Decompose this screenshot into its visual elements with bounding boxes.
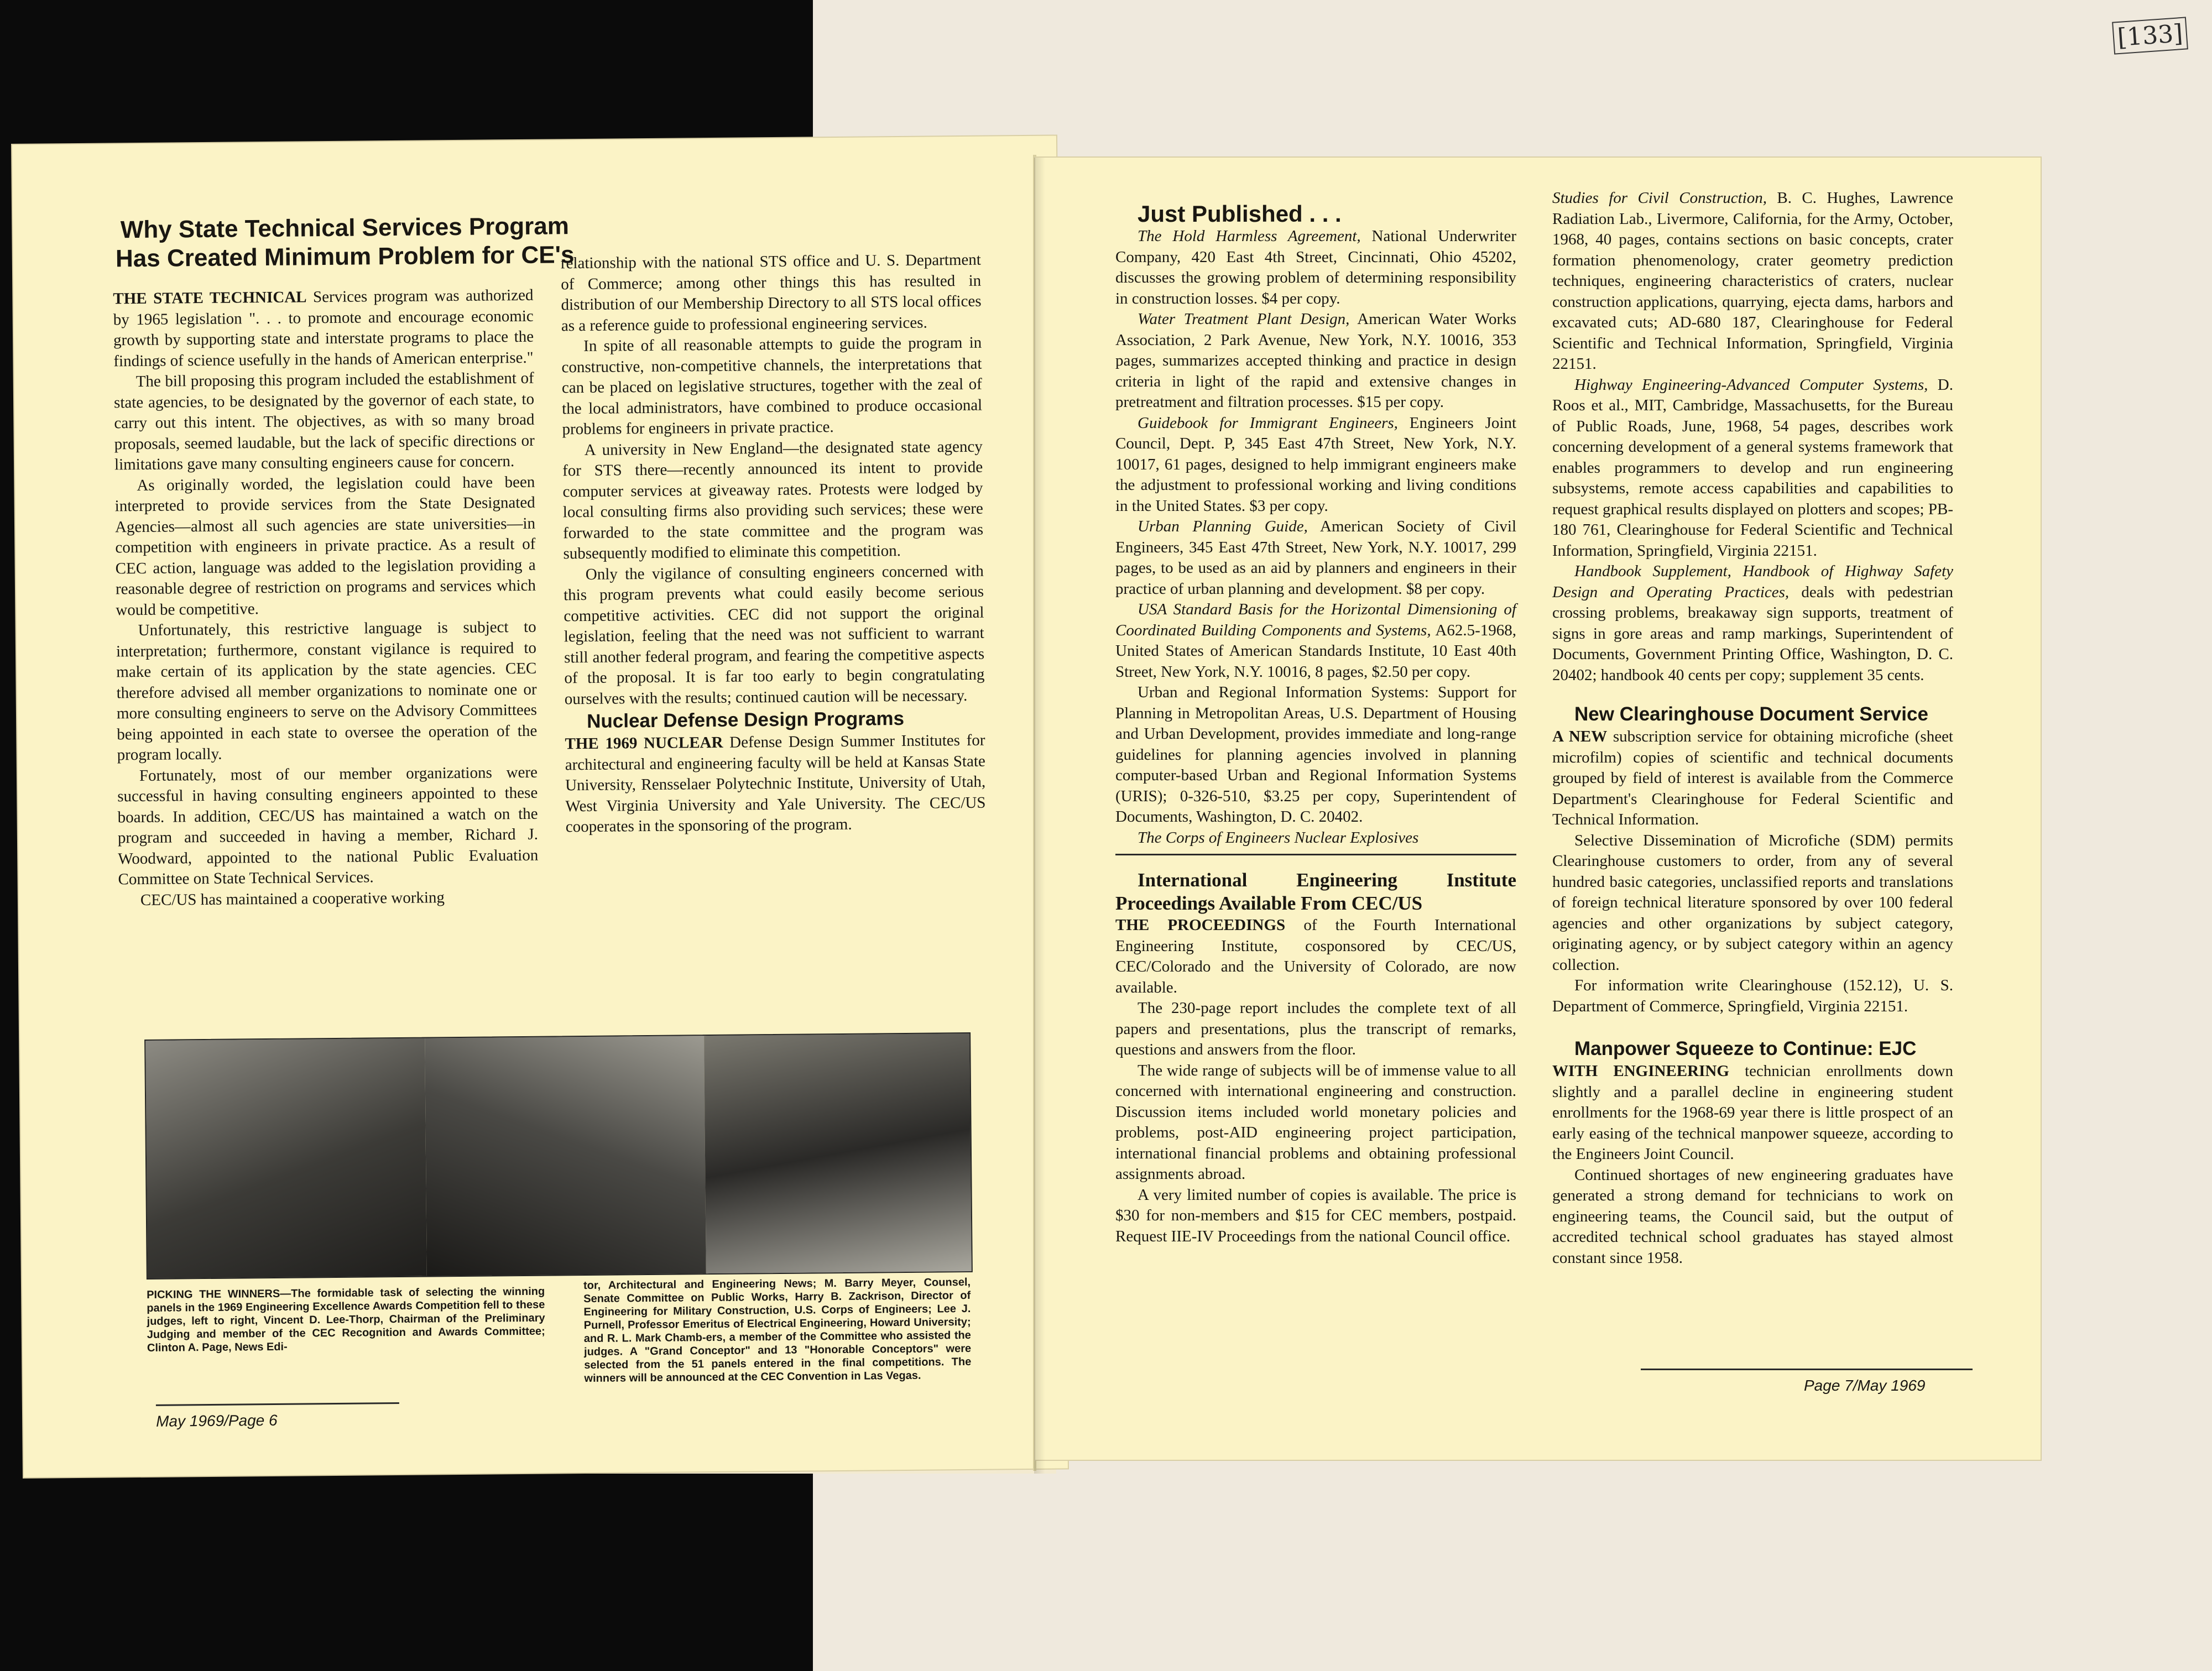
paragraph: The wide range of subjects will be of immense value to all concerned with international engineering and construction. Discussion items included world monetary policies and problems, post-AID engineering project participation, international financial problems and obtaining professional assignments abroad. <box>1115 1061 1516 1183</box>
paragraph: As originally worded, the legislation could have been interpreted to provide services from the State Designated Agencies—almost all such agencies are state universities—in competition with engineers in private practice. As a result of CEC action, language was added to the legislation providing a reasonable degree of restriction on programs and services which would be competitive. <box>114 473 536 619</box>
paragraph: The bill proposing this program included the establishment of state agencies, to be designated by the governor of each state, to carry out this intent. The objectives, as with so many broad proposals, seemed laudable, but the lack of specific directions or limitations gave many consulting engineers cause for concern. <box>113 369 535 474</box>
paragraph: In spite of all reasonable attempts to guide the program in constructive, non-competitive channels, the interpretations that can be placed on legislative structures, together with the zeal of the local administrators, have combined to produce occasional problems for engineers in private practice. <box>561 333 983 438</box>
listing: Guidebook for Immigrant Engineers, Engineers Joint Council, Dept. P, 345 East 47th Street, New York, N.Y. 10017, 61 pages, designed to help immigrant engineers make the adjustment to professional working and living conditions in the United States. $3 per copy. <box>1115 414 1517 515</box>
run-in: THE PROCEEDINGS <box>1115 916 1286 934</box>
run-in: THE STATE TECHNICAL <box>113 288 307 308</box>
paragraph: WITH ENGINEERING technician enrollments down slightly and a parallel decline in engineering student enrollments for the 1968-69 year there is little prospect of an early easing of the technical manpower squeeze, according to the Engineers Joint Council. <box>1552 1062 1953 1163</box>
paragraph: Selective Dissemination of Microfiche (SDM) permits Clearinghouse customers to order, from any of several hundred basic categories, unclassified reports and translations of foreign technical literature sponsored by over 100 federal agencies and other organizations by subject category, originating agency, or by subject category within an agency collection. <box>1552 831 1953 974</box>
photo-panel <box>425 1036 708 1276</box>
paragraph: Fortunately, most of our member organizations were successful in having consulting engineers appointed to these boards. In addition, CEC/US has maintained a watch on the program and succeeded in having a member, Richard J. Woodward, appointed to the national Public Evaluation Committee on State Technical Services. <box>117 763 539 889</box>
article-headline <box>96 212 594 274</box>
page-6 <box>12 136 1068 1477</box>
section-heading: Manpower Squeeze to Continue: EJC <box>1574 1038 1917 1059</box>
section-heading: Just Published . . . <box>1138 201 1342 227</box>
archive-number: [133] <box>2112 17 2188 54</box>
listing: Urban and Regional Information Systems: Support for Planning in Metropolitan Areas, U.S. Department of Housing and Urban Development, provides immediate and long-range guidelines for planning agencies involved in planning computer-based Urban and Regional Information Systems (URIS); 0-326-510, $3.25 per copy, Superintendent of Documents, Washington, D. C. 20402. <box>1115 683 1516 826</box>
photo-panel <box>704 1033 972 1273</box>
paragraph: The 230-page report includes the complete text of all papers and presentations, plus the transcript of remarks, questions and answers from the floor. <box>1115 999 1516 1058</box>
paragraph: THE 1969 NUCLEAR Defense Design Summer Institutes for architectural and engineering faculty will be held at Kansas State University, Rensselaer Polytechnic Institute, University of Utah, West Virginia University and Yale University. The CEC/US cooperates in the sponsoring of the program. <box>565 731 986 836</box>
footer-rule <box>1641 1369 1973 1370</box>
paragraph: A university in New England—the designated state agency for STS there—recently announced its intent to provide computer services at giveaway rates. Protests were lodged by local consulting firms also providing such services; these were forwarded to the state committee and the program was subsequently modified to eliminate this competition. <box>562 437 984 563</box>
listing: Studies for Civil Construction, B. C. Hughes, Lawrence Radiation Lab., Livermore, California, for the Army, October, 1968, 40 pages, contains sections on basic concepts, crater formation phenomenology, crater geometry prediction techniques, engineering characteristics of craters, nuclear construction applications, quarrying, ejecta dams, harbors and excavated cuts; AD-680 187, Clearinghouse for Federal Scientific and Technical Information, Springfield, Virginia 22151. <box>1552 189 1953 373</box>
page-footer: May 1969/Page 6 <box>156 1411 278 1430</box>
paragraph: Unfortunately, this restrictive language is subject to interpretation; furthermore, constant vigilance is required to make certain of its application by the state agencies. CEC therefore advised all member organizations to nominate one or more consulting engineers to serve on the Advisory Committees being appointed in each state to oversee the operation of the program locally. <box>116 618 538 764</box>
photo-caption-right: tor, Architectural and Engineering News; M. Barry Meyer, Counsel, Senate Committee on Public Works, Harry B. Zackrison, Director of Engineering for Military Construction, U.S. Corps of Engineers; Lee J. Purnell, Professor Emeritus of Electrical Engineering, Howard University; and R. L. Mark Chamb-ers, a member of the Committee who assisted the judges. A "Grand Conceptor" and 13 "Honorable Conceptors" were selected from the 51 panels entered in the final competitions. The winners will be announced at the CEC Convention in Las Vegas. <box>583 1276 972 1385</box>
headline-line-2: Has Created Minimum Problem for CE's <box>115 241 575 273</box>
paragraph: THE PROCEEDINGS of the Fourth International Engineering Institute, cosponsored by CEC/US, CEC/Colorado and the University of Colorado, are now available. <box>1115 916 1516 996</box>
headline-line-1: Why State Technical Services Program <box>120 212 570 244</box>
section-rule <box>1115 854 1516 855</box>
listing: USA Standard Basis for the Horizontal Dimensioning of Coordinated Building Components and Systems, A62.5-1968, United States of American Standards Institute, 10 East 40th Street, New York, N.Y. 10016, 8 pages, $2.50 per copy. <box>1115 600 1516 681</box>
right-column-1 <box>1115 202 1516 1247</box>
right-column-2 <box>1552 188 1953 1268</box>
left-column-1 <box>113 285 539 911</box>
judges-photo <box>144 1032 973 1280</box>
listing: The Hold Harmless Agreement, National Underwriter Company, 420 East 4th Street, Cincinnati, Ohio 45202, discusses the growing problem of determining responsibility in construction losses. $4 per copy. <box>1115 227 1517 307</box>
paragraph: THE STATE TECHNICAL Services program was authorized by 1965 legislation ". . . to promote and encourage economic growth by supporting state and interstate programs to place the findings of science usefully in the hands of American enterprise." <box>113 286 534 370</box>
page-7 <box>1035 158 2041 1460</box>
paragraph: Continued shortages of new engineering graduates have generated a strong demand for technicians to work on engineering teams, the Council said, but the output of accredited technical school graduates has stayed almost constant since 1958. <box>1552 1166 1953 1267</box>
photo-panel <box>145 1038 429 1278</box>
section-heading: New Clearinghouse Document Service <box>1574 703 1928 725</box>
section-heading: Nuclear Defense Design Programs <box>586 707 905 732</box>
paragraph: CEC/US has maintained a cooperative working <box>140 888 445 909</box>
listing: Handbook Supplement, Handbook of Highway Safety Design and Operating Practices, deals with pedestrian crossing problems, breakaway sign supports, treatment of signs in gore areas and ramp markings, Superintendent of Documents, Government Printing Office, Washington, D. C. 20402; handbook 40 cents per copy; supplement 35 cents. <box>1552 562 1953 684</box>
paragraph: relationship with the national STS office and U. S. Department of Commerce; among other things this has resulted in distribution of our Membership Directory to all STS local offices as a reference guide to professional engineering services. <box>560 250 982 335</box>
page-footer: Page 7/May 1969 <box>1804 1377 1926 1394</box>
paragraph: A very limited number of copies is available. The price is $30 for non-members and $15 for CEC members, postpaid. Request IIE-IV Proceedings from the national Council office. <box>1115 1186 1516 1245</box>
listing: Water Treatment Plant Design, American Water Works Association, 2 Park Avenue, New York, N.Y. 10016, 353 pages, summarizes accepted thinking and practice in design criteria in light of the rapid and extensive changes in pretreatment and filtration processes. $15 per copy. <box>1115 310 1517 411</box>
paragraph: Only the vigilance of consulting engineers concerned with this program prevents what could easily become serious competitive activities. CEC did not support the original legislation, feeling that the need was not sufficient to warrant still another federal program, and fearing the competitive aspects of the proposal. It is far too early to begin congratulating ourselves with the results; continued caution will be necessary. <box>564 562 985 708</box>
listing: The Corps of Engineers Nuclear Explosives <box>1138 828 1419 847</box>
photo-caption-left: PICKING THE WINNERS—The formidable task of selecting the winning panels in the 1969 Engineering Excellence Awards Competition fell to these judges, left to right, Vincent D. Lee-Thorp, Chairman of the Preliminary Judging and member of the CEC Recognition and Awards Committee; Clinton A. Page, News Edi- <box>147 1285 545 1354</box>
listing: Highway Engineering-Advanced Computer Systems, D. Roos et al., MIT, Cambridge, Massachusetts, for the Bureau of Public Roads, June, 1968, 54 pages, describes work concerning development of a general systems framework that enables programmers to develop and run engineering subsystems, remote access capabilities and capabilities to request graphical results displayed on plotters and scopes; PB-180 761, Clearinghouse for Federal Scientific and Technical Information, Springfield, Virginia 22151. <box>1552 375 1954 560</box>
paragraph: A NEW subscription service for obtaining microfiche (sheet microfilm) copies of scientific and technical documents grouped by field of interest is available from the Commerce Department's Clearinghouse for Federal Scientific and Technical Information. <box>1552 728 1953 828</box>
run-in: THE 1969 NUCLEAR <box>565 733 723 753</box>
listing: Urban Planning Guide, American Society of Civil Engineers, 345 East 47th Street, New York, N.Y. 10017, 299 pages, to be used as an aid by planners and engineers in their practice of urban planning and development. $8 per copy. <box>1115 518 1516 598</box>
left-column-2 <box>561 250 986 838</box>
paragraph: For information write Clearinghouse (152.12), U. S. Department of Commerce, Springfield, Virginia 22151. <box>1552 977 1953 1015</box>
run-in: A NEW <box>1552 728 1608 745</box>
section-heading: International Engineering Institute Proceedings Available From CEC/US <box>1115 869 1516 914</box>
fold-shadow <box>1034 158 1045 1474</box>
run-in: WITH ENGINEERING <box>1552 1062 1729 1080</box>
footer-rule <box>156 1402 399 1406</box>
